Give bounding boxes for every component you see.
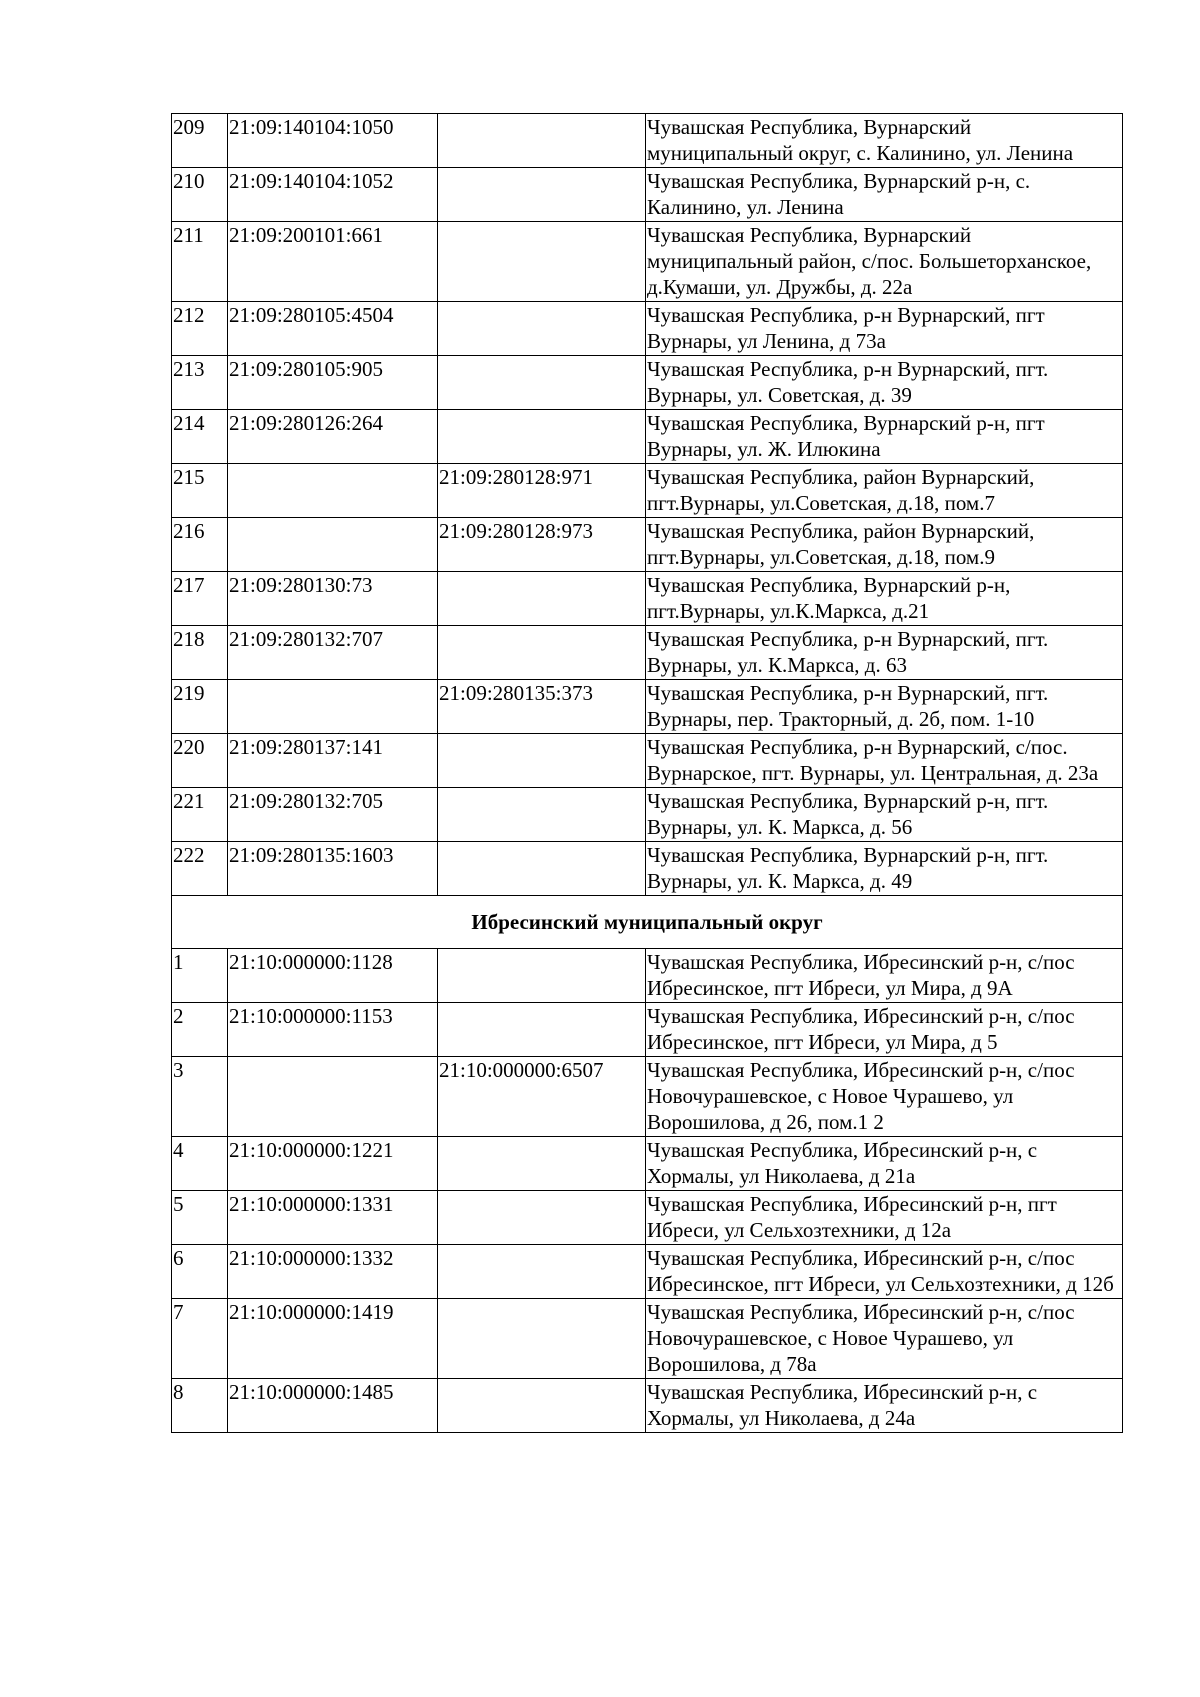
section-title: Ибресинский муниципальный округ bbox=[172, 896, 1123, 949]
cadastral-number-cell bbox=[228, 464, 438, 518]
table-row bbox=[172, 410, 1123, 464]
address-cell: Чувашская Республика, Ибресинский р-н, с/пос Ибресинское, пгт Ибреси, ул Мира, д 5 bbox=[646, 1003, 1123, 1057]
address-cell: Чувашская Республика, р-н Вурнарский, пгт Вурнары, ул Ленина, д 73а bbox=[646, 302, 1123, 356]
row-number-cell: 222 bbox=[172, 842, 228, 896]
table-row bbox=[172, 168, 1123, 222]
premises-cadastral-number-cell bbox=[438, 1003, 646, 1057]
address-cell: Чувашская Республика, р-н Вурнарский, с/пос. Вурнарское, пгт. Вурнары, ул. Центральная, д. 23а bbox=[646, 734, 1123, 788]
row-number-cell: 218 bbox=[172, 626, 228, 680]
row-number-cell: 2 bbox=[172, 1003, 228, 1057]
premises-cadastral-number-cell: 21:09:280128:973 bbox=[438, 518, 646, 572]
address-cell: Чувашская Республика, Вурнарский р-н, с. Калинино, ул. Ленина bbox=[646, 168, 1123, 222]
address-cell: Чувашская Республика, Вурнарский муниципальный район, с/пос. Большеторханское, д.Кумаши, ул. Дружбы, д. 22а bbox=[646, 222, 1123, 302]
row-number-cell: 5 bbox=[172, 1191, 228, 1245]
address-cell: Чувашская Республика, Ибресинский р-н, с/пос Ибресинское, пгт Ибреси, ул Мира, д 9А bbox=[646, 949, 1123, 1003]
row-number-cell: 1 bbox=[172, 949, 228, 1003]
table-row bbox=[172, 222, 1123, 302]
cadastral-number-cell: 21:10:000000:1485 bbox=[228, 1379, 438, 1433]
premises-cadastral-number-cell bbox=[438, 1299, 646, 1379]
row-number-cell: 214 bbox=[172, 410, 228, 464]
table-row bbox=[172, 356, 1123, 410]
address-cell: Чувашская Республика, Вурнарский р-н, пгт.Вурнары, ул.К.Маркса, д.21 bbox=[646, 572, 1123, 626]
cadastral-number-cell: 21:10:000000:1419 bbox=[228, 1299, 438, 1379]
row-number-cell: 213 bbox=[172, 356, 228, 410]
table-row bbox=[172, 949, 1123, 1003]
cadastral-number-cell: 21:09:280132:705 bbox=[228, 788, 438, 842]
premises-cadastral-number-cell bbox=[438, 1379, 646, 1433]
row-number-cell: 212 bbox=[172, 302, 228, 356]
document-page bbox=[171, 113, 1122, 1433]
premises-cadastral-number-cell bbox=[438, 222, 646, 302]
cadastral-number-cell: 21:10:000000:1153 bbox=[228, 1003, 438, 1057]
row-number-cell: 8 bbox=[172, 1379, 228, 1433]
row-number-cell: 221 bbox=[172, 788, 228, 842]
cadastral-number-cell: 21:09:280130:73 bbox=[228, 572, 438, 626]
cadastral-number-cell: 21:09:280135:1603 bbox=[228, 842, 438, 896]
address-cell: Чувашская Республика, Вурнарский муниципальный округ, с. Калинино, ул. Ленина bbox=[646, 114, 1123, 168]
table-row bbox=[172, 1057, 1123, 1137]
table-row bbox=[172, 1191, 1123, 1245]
address-cell: Чувашская Республика, район Вурнарский, пгт.Вурнары, ул.Советская, д.18, пом.7 bbox=[646, 464, 1123, 518]
address-cell: Чувашская Республика, Ибресинский р-н, с/пос Ибресинское, пгт Ибреси, ул Сельхозтехники, д 12б bbox=[646, 1245, 1123, 1299]
row-number-cell: 210 bbox=[172, 168, 228, 222]
row-number-cell: 220 bbox=[172, 734, 228, 788]
row-number-cell: 3 bbox=[172, 1057, 228, 1137]
table-row bbox=[172, 788, 1123, 842]
row-number-cell: 6 bbox=[172, 1245, 228, 1299]
registry-rows-vurnarsky bbox=[172, 114, 1123, 896]
premises-cadastral-number-cell: 21:09:280135:373 bbox=[438, 680, 646, 734]
address-cell: Чувашская Республика, Ибресинский р-н, с/пос Новочурашевское, с Новое Чурашево, ул Ворошилова, д 78а bbox=[646, 1299, 1123, 1379]
table-row bbox=[172, 572, 1123, 626]
table-row bbox=[172, 1137, 1123, 1191]
row-number-cell: 211 bbox=[172, 222, 228, 302]
section-header-row bbox=[172, 896, 1123, 949]
cadastral-number-cell: 21:09:280105:4504 bbox=[228, 302, 438, 356]
address-cell: Чувашская Республика, район Вурнарский, пгт.Вурнары, ул.Советская, д.18, пом.9 bbox=[646, 518, 1123, 572]
address-cell: Чувашская Республика, Вурнарский р-н, пгт Вурнары, ул. Ж. Илюкина bbox=[646, 410, 1123, 464]
row-number-cell: 217 bbox=[172, 572, 228, 626]
cadastral-number-cell: 21:10:000000:1332 bbox=[228, 1245, 438, 1299]
table-row bbox=[172, 1299, 1123, 1379]
table-row bbox=[172, 302, 1123, 356]
row-number-cell: 215 bbox=[172, 464, 228, 518]
table-row bbox=[172, 464, 1123, 518]
premises-cadastral-number-cell bbox=[438, 788, 646, 842]
address-cell: Чувашская Республика, р-н Вурнарский, пгт. Вурнары, пер. Тракторный, д. 2б, пом. 1-10 bbox=[646, 680, 1123, 734]
address-cell: Чувашская Республика, р-н Вурнарский, пгт. Вурнары, ул. К.Маркса, д. 63 bbox=[646, 626, 1123, 680]
premises-cadastral-number-cell bbox=[438, 356, 646, 410]
address-cell: Чувашская Республика, Ибресинский р-н, с Хормалы, ул Николаева, д 24а bbox=[646, 1379, 1123, 1433]
cadastral-number-cell: 21:10:000000:1331 bbox=[228, 1191, 438, 1245]
registry-rows-ibresinsky bbox=[172, 949, 1123, 1433]
address-cell: Чувашская Республика, Вурнарский р-н, пгт. Вурнары, ул. К. Маркса, д. 56 bbox=[646, 788, 1123, 842]
cadastral-number-cell: 21:09:280105:905 bbox=[228, 356, 438, 410]
table-row bbox=[172, 680, 1123, 734]
table-row bbox=[172, 518, 1123, 572]
cadastral-number-cell: 21:09:280132:707 bbox=[228, 626, 438, 680]
address-cell: Чувашская Республика, Вурнарский р-н, пгт. Вурнары, ул. К. Маркса, д. 49 bbox=[646, 842, 1123, 896]
premises-cadastral-number-cell: 21:09:280128:971 bbox=[438, 464, 646, 518]
table-row bbox=[172, 1003, 1123, 1057]
premises-cadastral-number-cell bbox=[438, 302, 646, 356]
table-row bbox=[172, 114, 1123, 168]
row-number-cell: 216 bbox=[172, 518, 228, 572]
cadastral-number-cell: 21:09:200101:661 bbox=[228, 222, 438, 302]
table-row bbox=[172, 1245, 1123, 1299]
address-cell: Чувашская Республика, Ибресинский р-н, с Хормалы, ул Николаева, д 21а bbox=[646, 1137, 1123, 1191]
cadastral-number-cell: 21:09:140104:1050 bbox=[228, 114, 438, 168]
row-number-cell: 7 bbox=[172, 1299, 228, 1379]
property-registry-table bbox=[171, 113, 1123, 1433]
cadastral-number-cell: 21:10:000000:1128 bbox=[228, 949, 438, 1003]
premises-cadastral-number-cell bbox=[438, 1245, 646, 1299]
cadastral-number-cell bbox=[228, 680, 438, 734]
premises-cadastral-number-cell bbox=[438, 1137, 646, 1191]
table-row bbox=[172, 734, 1123, 788]
row-number-cell: 209 bbox=[172, 114, 228, 168]
premises-cadastral-number-cell bbox=[438, 572, 646, 626]
premises-cadastral-number-cell: 21:10:000000:6507 bbox=[438, 1057, 646, 1137]
premises-cadastral-number-cell bbox=[438, 842, 646, 896]
premises-cadastral-number-cell bbox=[438, 114, 646, 168]
premises-cadastral-number-cell bbox=[438, 626, 646, 680]
premises-cadastral-number-cell bbox=[438, 410, 646, 464]
address-cell: Чувашская Республика, р-н Вурнарский, пгт. Вурнары, ул. Советская, д. 39 bbox=[646, 356, 1123, 410]
cadastral-number-cell: 21:09:280126:264 bbox=[228, 410, 438, 464]
premises-cadastral-number-cell bbox=[438, 949, 646, 1003]
table-row bbox=[172, 626, 1123, 680]
cadastral-number-cell bbox=[228, 518, 438, 572]
cadastral-number-cell: 21:09:280137:141 bbox=[228, 734, 438, 788]
table-row bbox=[172, 842, 1123, 896]
row-number-cell: 4 bbox=[172, 1137, 228, 1191]
premises-cadastral-number-cell bbox=[438, 168, 646, 222]
address-cell: Чувашская Республика, Ибресинский р-н, с/пос Новочурашевское, с Новое Чурашево, ул Ворошилова, д 26, пом.1 2 bbox=[646, 1057, 1123, 1137]
table-row bbox=[172, 1379, 1123, 1433]
row-number-cell: 219 bbox=[172, 680, 228, 734]
cadastral-number-cell: 21:09:140104:1052 bbox=[228, 168, 438, 222]
premises-cadastral-number-cell bbox=[438, 734, 646, 788]
cadastral-number-cell: 21:10:000000:1221 bbox=[228, 1137, 438, 1191]
section-header-group bbox=[172, 896, 1123, 949]
address-cell: Чувашская Республика, Ибресинский р-н, пгт Ибреси, ул Сельхозтехники, д 12а bbox=[646, 1191, 1123, 1245]
cadastral-number-cell bbox=[228, 1057, 438, 1137]
premises-cadastral-number-cell bbox=[438, 1191, 646, 1245]
